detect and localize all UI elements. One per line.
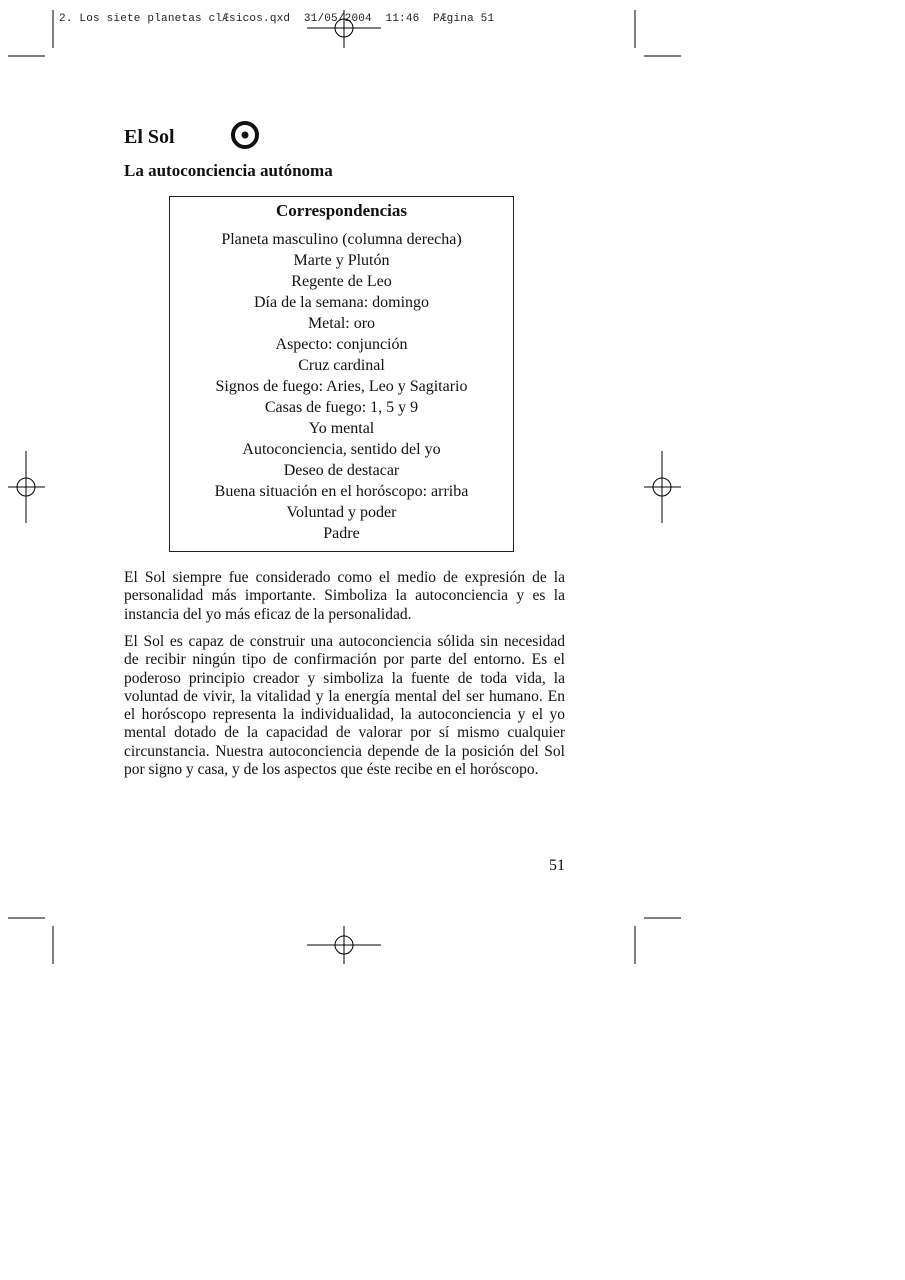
correspondence-item: Voluntad y poder: [286, 504, 397, 521]
body-paragraph-2: El Sol es capaz de construir una autoconciencia sólida sin necesidad de recibir ningún tipo de confirmación por parte del entorno. Es el poderoso principio creador y simboliza la fuente de toda vida, la voluntad de vivir, la vitalidad y la energía mental del ser humano. En el horóscopo representa la individualidad, la autoconciencia y el yo mental dotado de la capacidad de valorar por sí mismo cualquier circunstancia. Nuestra autoconciencia depende de la posición del Sol por signo y casa, y de los aspectos que éste recibe en el horóscopo.: [124, 633, 565, 779]
correspondence-item: Autoconciencia, sentido del yo: [242, 441, 441, 458]
correspondence-item: Planeta masculino (columna derecha): [221, 231, 462, 248]
correspondence-item: Aspecto: conjunción: [275, 336, 408, 353]
sun-symbol-icon: [229, 119, 261, 151]
correspondence-item: Día de la semana: domingo: [253, 294, 430, 311]
print-slug-line: 2. Los siete planetas clÆsicos.qxd 31/05/2004 11:46 PÆgina 51: [59, 13, 495, 25]
correspondence-item: Metal: oro: [307, 315, 376, 332]
registration-mark-left: [8, 451, 45, 523]
body-paragraph-1: El Sol siempre fue considerado como el medio de expresión de la personalidad más importante. Simboliza la autoconciencia y es la instancia del yo más eficaz de la personalidad.: [124, 569, 565, 623]
correspondence-item: Padre: [323, 525, 360, 542]
registration-mark-right: [644, 451, 681, 523]
correspondence-item: Signos de fuego: Aries, Leo y Sagitario: [215, 378, 468, 395]
correspondence-item: Casas de fuego: 1, 5 y 9: [264, 399, 419, 416]
correspondences-heading: Correspondencias: [276, 201, 407, 220]
correspondence-item: Deseo de destacar: [283, 462, 400, 479]
registration-mark-top: [307, 10, 381, 48]
page-number: 51: [549, 857, 565, 874]
correspondence-item: Yo mental: [308, 420, 375, 437]
chapter-subtitle: La autoconciencia autónoma: [124, 161, 333, 180]
correspondence-item: Buena situación en el horóscopo: arriba: [214, 483, 469, 500]
correspondences-list: [170, 229, 513, 544]
correspondence-item: Cruz cardinal: [298, 357, 385, 374]
correspondences-box: [169, 196, 514, 552]
registration-mark-bottom: [307, 926, 381, 964]
correspondence-item: Marte y Plutón: [293, 252, 390, 269]
chapter-title: El Sol: [124, 126, 175, 148]
correspondence-item: Regente de Leo: [291, 273, 392, 290]
